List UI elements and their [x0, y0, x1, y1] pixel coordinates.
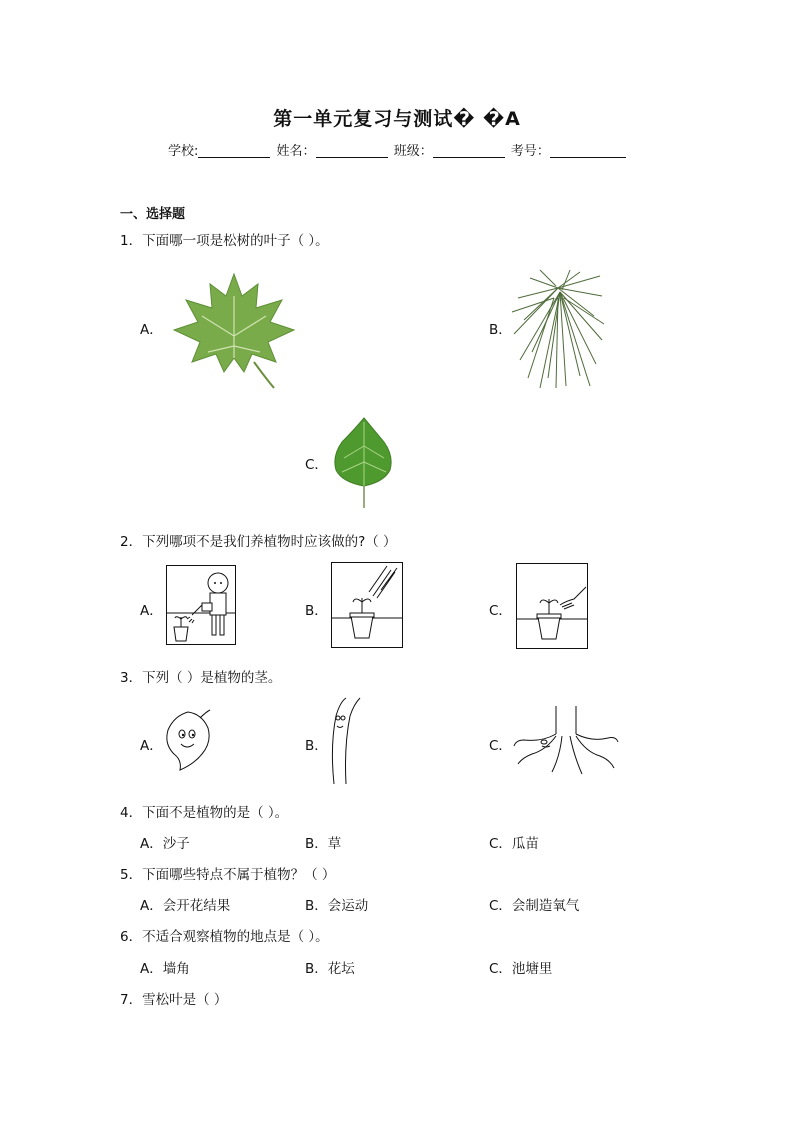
- page-title: 第一单元复习与测试� �A: [273, 108, 521, 130]
- q5-option-a[interactable]: A．会开花结果: [140, 898, 231, 914]
- question-1-stem: 1．下面哪一项是松树的叶子（ ）。: [120, 233, 329, 249]
- cartoon-roots-image: [512, 706, 620, 780]
- maple-leaf-image: [172, 266, 297, 390]
- question-7-stem: 7．雪松叶是（ ）: [120, 992, 228, 1008]
- question-6-stem: 6．不适合观察植物的地点是（ ）。: [120, 929, 329, 945]
- name-label: 姓名：: [276, 144, 316, 159]
- q4-option-b[interactable]: B．草: [305, 836, 342, 852]
- question-2-stem: 2．下列哪项不是我们养植物时应该做的?（ ）: [120, 534, 397, 550]
- q1-option-a-label: A．: [140, 322, 163, 338]
- section-title: 一、选择题: [120, 207, 186, 222]
- name-blank[interactable]: [316, 143, 388, 158]
- q2-option-a-label: A．: [140, 603, 163, 619]
- q2-option-c-label: C．: [489, 603, 512, 619]
- q4-option-a[interactable]: A．沙子: [140, 836, 190, 852]
- student-info-row: [168, 140, 628, 159]
- cartoon-leaf-image: [162, 708, 214, 772]
- exam-no-blank[interactable]: [550, 143, 626, 158]
- q5-option-b[interactable]: B．会运动: [305, 898, 369, 914]
- q6-option-c[interactable]: C．池塘里: [489, 961, 553, 977]
- school-blank[interactable]: [198, 143, 270, 158]
- q6-option-b[interactable]: B．花坛: [305, 961, 355, 977]
- q3-option-c-label: C．: [489, 738, 512, 754]
- q6-option-a[interactable]: A．墙角: [140, 961, 190, 977]
- class-label: 班级：: [393, 144, 433, 159]
- birch-leaf-image: [330, 416, 396, 508]
- hand-touching-plant-image: [516, 563, 588, 649]
- girl-watering-plant-image: [166, 565, 236, 645]
- q5-option-c[interactable]: C．会制造氧气: [489, 898, 580, 914]
- question-3-stem: 3．下列（ ）是植物的茎。: [120, 670, 282, 686]
- school-label: 学校:: [168, 144, 199, 159]
- q3-option-b-label: B．: [305, 738, 328, 754]
- question-5-stem: 5．下面哪些特点不属于植物？（ ）: [120, 867, 336, 883]
- q1-option-b-label: B．: [489, 322, 512, 338]
- q1-option-c-label: C．: [305, 457, 328, 473]
- pine-needles-image: [510, 268, 606, 390]
- q4-option-c[interactable]: C．瓜苗: [489, 836, 539, 852]
- q3-option-a-label: A．: [140, 738, 163, 754]
- exam-no-label: 考号：: [510, 144, 550, 159]
- cartoon-stem-image: [324, 696, 364, 786]
- question-4-stem: 4．下面不是植物的是（ ）。: [120, 805, 289, 821]
- plant-in-rain-image: [331, 562, 403, 648]
- q2-option-b-label: B．: [305, 603, 328, 619]
- class-blank[interactable]: [433, 143, 505, 158]
